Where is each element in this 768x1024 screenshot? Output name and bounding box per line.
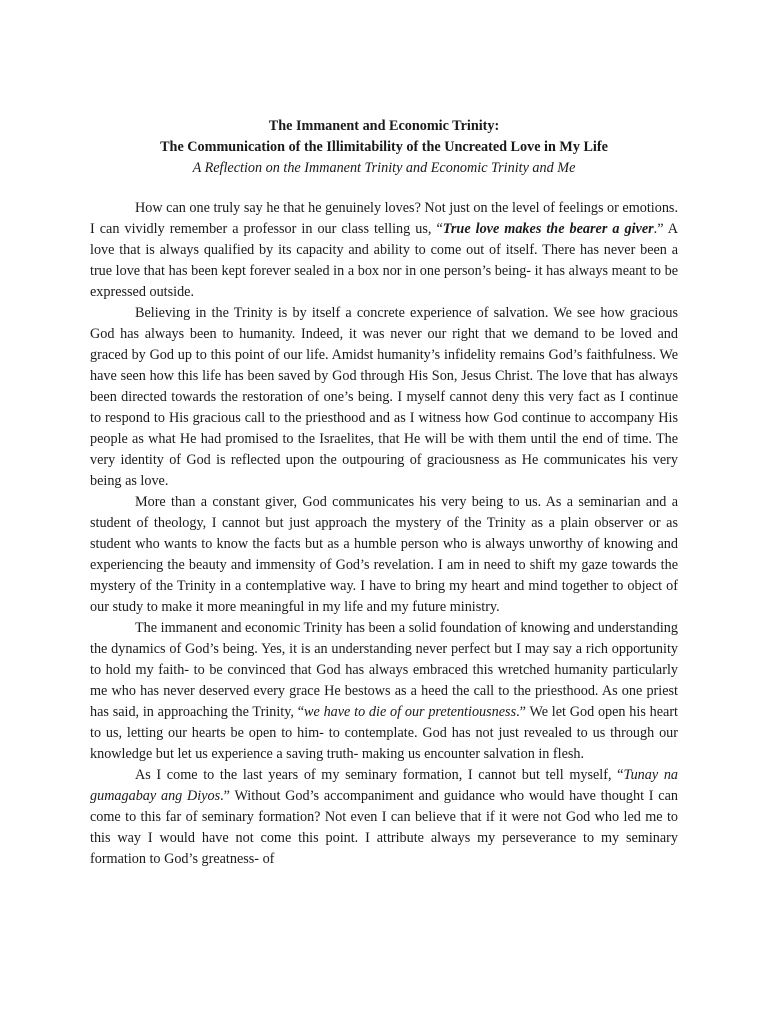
- paragraph-1-text-end: .” A love that is always qualified by its capacity and ability to come out of itself. There has never been a true love that has been kept forever sealed in a box nor in one person’s being- it has always meant to be expressed outside.: [90, 221, 678, 300]
- title-line-1: The Immanent and Economic Trinity:: [268, 118, 500, 134]
- body-text: [90, 198, 678, 870]
- paragraph-4: [90, 618, 678, 765]
- paragraph-3: [90, 492, 678, 618]
- paragraph-2: [90, 303, 678, 492]
- paragraph-4-emphasis: we have to die of our pretentiousness: [304, 704, 517, 720]
- subtitle: A Reflection on the Immanent Trinity and Economic Trinity and Me: [192, 160, 576, 176]
- document-header: [90, 116, 678, 179]
- paragraph-5-emphasis: Tunay na gumagabay ang Diyos: [90, 767, 679, 804]
- paragraph-5-text-end: .” Without God’s accompaniment and guidance who would have thought I can come to this far of seminary formation? Not even I can believe that if it were not God who led me to this way I would have not come this point. I attribute always my perseverance to my seminary formation to God’s greatness- of: [90, 788, 678, 867]
- paragraph-4-text: The immanent and economic Trinity has been a solid foundation of knowing and understanding the dynamics of God’s being. Yes, it is an understanding never perfect but I may say a rich opportunity to hold my faith- to be convinced that God has always embraced this wretched humanity particularly me who has never deserved every grace He bestows as a heed the call to the priesthood. As one priest has said, in approaching the Trinity, “: [90, 620, 678, 720]
- paragraph-5: [90, 765, 678, 870]
- title-line-2: The Communication of the Illimitability of the Uncreated Love in My Life: [160, 139, 608, 155]
- paragraph-2-text: Believing in the Trinity is by itself a concrete experience of salvation. We see how gracious God has always been to humanity. Indeed, it was never our right that we demand to be loved and graced by God up to this point of our life. Amidst humanity’s infidelity remains God’s faithfulness. We have seen how this life has been saved by God through His Son, Jesus Christ. The love that has always been directed towards the restoration of one’s being. I myself cannot deny this very fact as I continue to respond to His gracious call to the priesthood and as I witness how God continue to accompany His people as what He had promised to the Israelites, that He will be with them until the end of time. The very identity of God is reflected upon the outpouring of graciousness as He communicates his very being as love.: [90, 305, 678, 489]
- paragraph-3-text: More than a constant giver, God communicates his very being to us. As a seminarian and a student of theology, I cannot but just approach the mystery of the Trinity as a plain observer or as student who wants to know the facts but as a humble person who is always unworthy of knowing and experiencing the beauty and immensity of God’s revelation. I am in need to shift my gaze towards the mystery of the Trinity in a contemplative way. I have to bring my heart and mind together to object of our study to make it more meaningful in my life and my future ministry.: [90, 494, 678, 615]
- paragraph-1-emphasis: True love makes the bearer a giver: [442, 221, 654, 237]
- paragraph-1-text: How can one truly say he that he genuinely loves? Not just on the level of feelings or emotions. I can vividly remember a professor in our class telling us, “: [90, 200, 678, 237]
- paragraph-1: [90, 198, 678, 303]
- paragraph-5-text: As I come to the last years of my seminary formation, I cannot but tell myself, “: [135, 767, 624, 783]
- paragraph-4-text-end: .” We let God open his heart to us, letting our hearts be open to him- to contemplate. God has not just revealed to us through our knowledge but let us experience a saving truth- making us encounter salvation in flesh.: [90, 704, 678, 762]
